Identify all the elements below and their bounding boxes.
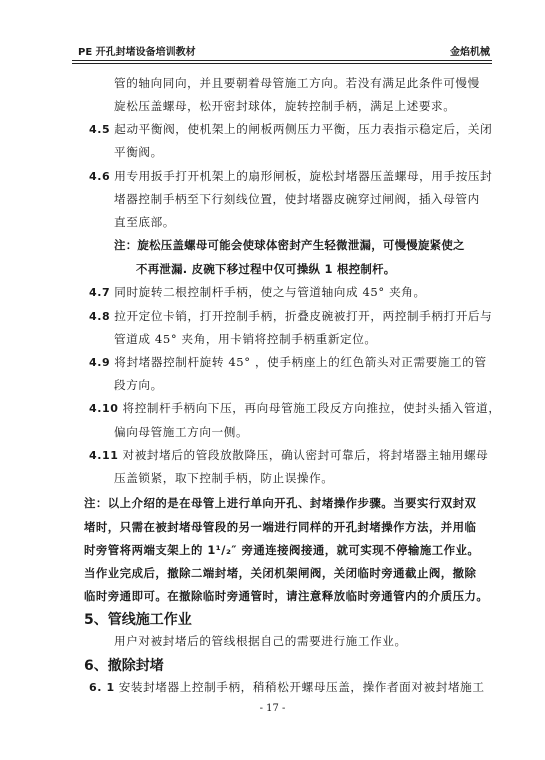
section-5-heading: 5、管线施工作业 (84, 612, 192, 628)
note-line: 当作业完成后，撤除二端封堵，关闭机架闸阀，关闭临时旁通截止阀，撤除 (84, 566, 477, 580)
text-line: 管的轴向同向，并且要朝着母管施工方向。若没有满足此条件可慢慢 (114, 76, 480, 90)
note-line: 临时旁通即可。在撤除临时旁通管时，请注意释放临时旁通管内的介质压力。 (84, 589, 489, 603)
step-number: 6. 1 (89, 681, 115, 694)
section-6-heading: 6、撤除封堵 (84, 658, 164, 674)
step-6-1: 6. 1 安装封堵器上控制手柄，稍稍松开螺母压盖，操作者面对被封堵施工 (89, 680, 485, 694)
text-line: 偏向母管施工方向一侧。 (114, 425, 249, 439)
section-5-text: 用户对被封堵后的管线根据自己的需要进行施工作业。 (114, 634, 407, 648)
note-line: 时旁管将两端支架上的 1¹/₂″ 旁通连接阀接通，就可实现不停输施工作业。 (84, 543, 480, 557)
page-header (72, 41, 492, 59)
step-number: 4.10 (89, 402, 119, 415)
header-title: PE 开孔封堵设备培训教材 (78, 47, 196, 58)
text-line: 管道成 45° 夹角，用卡销将控制手柄重新定位。 (114, 332, 377, 346)
step-4-11: 4.11 对被封堵后的管段放散降压，确认密封可靠后，将封堵器主轴用螺母 (89, 448, 489, 462)
header-rule (72, 60, 492, 61)
step-number: 4.8 (89, 310, 111, 323)
step-4-9: 4.9 将封堵器控制杆旋转 45° ，使手柄座上的红色箭头对正需要施工的管 (89, 355, 487, 369)
note-line: 注：以上介绍的是在母管上进行单向开孔、封堵操作步骤。当要实行双封双 (84, 496, 477, 510)
step-number: 4.9 (89, 356, 111, 369)
step-number: 4.5 (89, 123, 111, 136)
text-line: 堵器控制手柄至下行刻线位置，使封堵器皮碗穿过闸阀，插入母管内 (114, 192, 480, 206)
text-line: 压盖锁紧，取下控制手柄，防止误操作。 (114, 471, 334, 485)
step-number: 4.11 (89, 449, 119, 462)
note-line: 堵时，只需在被封堵母管段的另一端进行同样的开孔封堵操作方法，并用临 (84, 520, 477, 534)
step-number: 4.6 (89, 170, 111, 183)
text-line: 段方向。 (114, 378, 163, 392)
step-4-7: 4.7 同时旋转二根控制杆手柄，使之与管道轴向成 45° 夹角。 (89, 285, 426, 299)
step-number: 4.7 (89, 286, 111, 299)
text-line: 直至底部。 (114, 215, 175, 229)
step-note: 不再泄漏. 皮碗下移过程中仅可操纵 1 根控制杆。 (136, 262, 396, 276)
page-number: - 17 - (259, 703, 286, 714)
step-4-10: 4.10 将控制杆手柄向下压，再向母管施工段反方向推拉，使封头插入管道， (89, 401, 501, 415)
step-note: 注：旋松压盖螺母可能会使球体密封产生轻微泄漏，可慢慢旋紧使之 (114, 238, 465, 252)
step-4-8: 4.8 拉开定位卡销，打开控制手柄，折叠皮碗被打开，两控制手柄打开后与 (89, 309, 493, 323)
step-4-6: 4.6 用专用扳手打开机架上的扇形闸板，旋松封堵器压盖螺母，用手按压封 (89, 169, 493, 183)
text-line: 平衡阀。 (114, 145, 163, 159)
header-rule-thin (72, 63, 492, 64)
text-line: 旋松压盖螺母，松开密封球体，旋转控制手柄，满足上述要求。 (114, 99, 456, 113)
header-company: 金焰机械 (450, 47, 490, 58)
step-4-5: 4.5 起动平衡阀，使机架上的闸板两侧压力平衡，压力表指示稳定后，关闭 (89, 122, 493, 136)
